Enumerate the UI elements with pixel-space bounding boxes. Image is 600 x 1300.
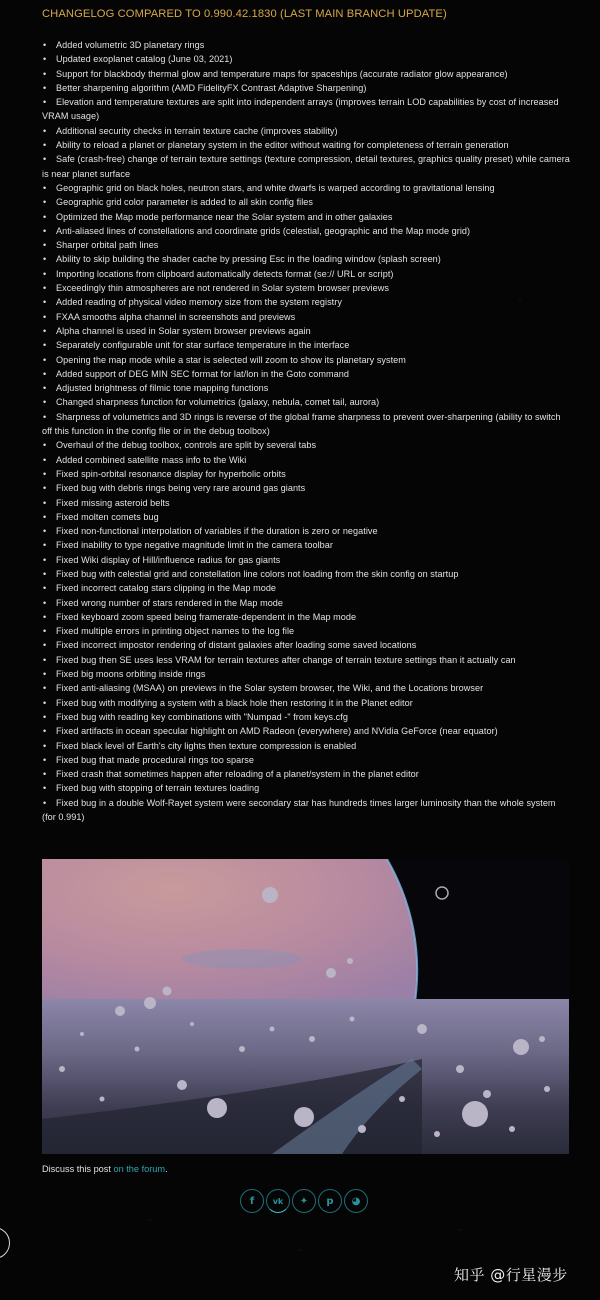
changelog-item-text: Changed sharpness function for volumetrics (galaxy, nebula, comet tail, aurora) — [56, 397, 380, 408]
changelog-item-text: Additional security checks in terrain texture cache (improves stability) — [56, 125, 338, 136]
changelog-item — [42, 596, 570, 610]
changelog-item-text: FXAA smooths alpha channel in screenshots and previews — [56, 311, 296, 322]
changelog-item — [42, 367, 570, 381]
reddit-icon: ◕ — [351, 1195, 361, 1207]
twitter-share-button[interactable] — [292, 1189, 316, 1213]
discuss-suffix: . — [165, 1164, 168, 1174]
changelog-item — [42, 781, 570, 795]
changelog-item-text: Added combined satellite mass info to the Wiki — [56, 454, 247, 465]
bullet-icon: • — [43, 497, 47, 508]
changelog-item-text: Adjusted brightness of filmic tone mapping functions — [56, 383, 269, 394]
changelog-item-text: Sharper orbital path lines — [56, 240, 159, 251]
changelog-item-text: Ability to skip building the shader cache by pressing Esc in the loading window (splash screen) — [56, 254, 441, 265]
changelog-item-text: Fixed keyboard zoom speed being framerate-dependent in the Map mode — [56, 611, 357, 622]
changelog-item — [42, 739, 570, 753]
changelog-item-text: Geographic grid color parameter is added to all skin config files — [56, 197, 313, 208]
changelog-item-text: Geographic grid on black holes, neutron stars, and white dwarfs is warped according to gravitational lensing — [56, 182, 495, 193]
share-buttons — [240, 1189, 368, 1213]
changelog-item-text: Added volumetric 3D planetary rings — [56, 40, 205, 50]
planet-ring-screenshot — [42, 859, 569, 1154]
bullet-icon: • — [43, 254, 47, 265]
bullet-icon: • — [43, 554, 47, 565]
changelog-title: CHANGELOG COMPARED TO 0.990.42.1830 (LAST MAIN BRANCH UPDATE) — [42, 8, 447, 20]
changelog-item — [42, 67, 570, 81]
changelog-item — [42, 238, 570, 252]
bullet-icon: • — [43, 354, 47, 365]
changelog-item-text: Fixed crash that sometimes happen after reloading of a planet/system in the planet editor — [56, 769, 419, 780]
changelog-item-text: Support for blackbody thermal glow and temperature maps for spaceships (accurate radiator glow appearance) — [56, 68, 508, 79]
changelog-item — [42, 124, 570, 138]
planet-ring-image — [42, 859, 569, 1154]
changelog-item — [42, 681, 570, 695]
changelog-item — [42, 181, 570, 195]
changelog-item-text: Opening the map mode while a star is selected will zoom to show its planetary system — [56, 354, 406, 365]
bullet-icon: • — [43, 583, 47, 594]
changelog-item-text: Fixed multiple errors in printing object names to the log file — [56, 626, 295, 637]
bullet-icon: • — [43, 297, 47, 308]
changelog-item — [42, 295, 570, 309]
bullet-icon: • — [43, 711, 47, 722]
bullet-icon: • — [43, 54, 47, 65]
facebook-icon: f — [249, 1195, 255, 1207]
changelog-item — [42, 195, 570, 209]
changelog-item-text: Added support of DEG MIN SEC format for lat/lon in the Goto command — [56, 368, 349, 379]
bullet-icon: • — [43, 383, 47, 394]
bullet-icon: • — [43, 82, 47, 93]
changelog-item-text: Ability to reload a planet or planetary system in the editor without waiting for completeness of terrain generation — [56, 140, 509, 151]
changelog-item — [42, 438, 570, 452]
bullet-icon: • — [43, 40, 47, 50]
bullet-icon: • — [43, 411, 47, 422]
changelog-item — [42, 510, 570, 524]
bullet-icon: • — [43, 797, 47, 808]
changelog-item-text: Fixed big moons orbiting inside rings — [56, 669, 206, 680]
changelog-item — [42, 467, 570, 481]
bullet-icon: • — [43, 68, 47, 79]
changelog-item — [42, 496, 570, 510]
bullet-icon: • — [43, 283, 47, 294]
changelog-article — [42, 0, 570, 824]
bullet-icon: • — [43, 97, 47, 108]
changelog-item-text: Fixed bug in a double Wolf-Rayet system were secondary star has hundreds times larger luminosity than the whole system (for 0.991) — [42, 797, 556, 823]
bullet-icon: • — [43, 597, 47, 608]
changelog-item — [42, 481, 570, 495]
changelog-item-text: Fixed inability to type negative magnitude limit in the camera toolbar — [56, 540, 333, 551]
changelog-item-text: Alpha channel is used in Solar system browser previews again — [56, 325, 311, 336]
bullet-icon: • — [43, 340, 47, 351]
bullet-icon: • — [43, 669, 47, 680]
changelog-item — [42, 581, 570, 595]
bullet-icon: • — [43, 511, 47, 522]
bullet-icon: • — [43, 697, 47, 708]
changelog-item-text: Optimized the Map mode performance near the Solar system and in other galaxies — [56, 211, 393, 222]
changelog-item-text: Fixed non-functional interpolation of variables if the duration is zero or negative — [56, 526, 378, 537]
changelog-item — [42, 610, 570, 624]
vk-icon: vk — [272, 1196, 284, 1206]
changelog-item — [42, 624, 570, 638]
changelog-item — [42, 353, 570, 367]
changelog-item-text: Fixed anti-aliasing (MSAA) on previews in the Solar system browser, the Wiki, and the Locations browser — [56, 683, 484, 694]
forum-link[interactable]: on the forum — [113, 1164, 166, 1174]
changelog-item — [42, 538, 570, 552]
changelog-item-text: Fixed wrong number of stars rendered in the Map mode — [56, 597, 284, 608]
bullet-icon: • — [43, 783, 47, 794]
changelog-item — [42, 653, 570, 667]
reddit-share-button[interactable] — [344, 1189, 368, 1213]
bullet-icon: • — [43, 268, 47, 279]
changelog-item-text: Overhaul of the debug toolbox, controls are split by several tabs — [56, 440, 317, 451]
facebook-share-button[interactable] — [240, 1189, 264, 1213]
changelog-item — [42, 138, 570, 152]
bullet-icon: • — [43, 440, 47, 451]
changelog-item-text: Fixed Wiki display of Hill/influence radius for gas giants — [56, 554, 281, 565]
bullet-icon: • — [43, 568, 47, 579]
zhihu-watermark: 知乎 @行星漫步 — [454, 1266, 568, 1284]
changelog-item — [42, 95, 570, 124]
bullet-icon: • — [43, 182, 47, 193]
bullet-icon: • — [43, 311, 47, 322]
changelog-item — [42, 724, 570, 738]
changelog-item — [42, 52, 570, 66]
pinterest-icon: p — [326, 1195, 334, 1207]
changelog-item — [42, 338, 570, 352]
changelog-item — [42, 567, 570, 581]
changelog-item — [42, 252, 570, 266]
pinterest-share-button[interactable] — [318, 1189, 342, 1213]
changelog-item-text: Exceedingly thin atmospheres are not rendered in Solar system browser previews — [56, 283, 389, 294]
changelog-item-text: Fixed incorrect catalog stars clipping in the Map mode — [56, 583, 277, 594]
changelog-item — [42, 395, 570, 409]
bullet-icon: • — [43, 754, 47, 765]
bullet-icon: • — [43, 611, 47, 622]
bullet-icon: • — [43, 125, 47, 136]
changelog-item — [42, 667, 570, 681]
bullet-icon: • — [43, 726, 47, 737]
changelog-item-text: Fixed black level of Earth's city lights then texture compression is enabled — [56, 740, 357, 751]
bullet-icon: • — [43, 240, 47, 251]
changelog-item — [42, 524, 570, 538]
changelog-item — [42, 710, 570, 724]
bullet-icon: • — [43, 154, 47, 165]
discuss-text — [42, 1164, 168, 1174]
bullet-icon: • — [43, 540, 47, 551]
changelog-item-text: Sharpness of volumetrics and 3D rings is reverse of the global frame sharpness to prevent over-sharpening (ability to switch off this function in the config file or in the debug toolbox) — [42, 411, 561, 437]
scroll-circle-button[interactable] — [0, 1227, 10, 1259]
changelog-item-text: Fixed bug with celestial grid and constellation line colors not loading from the skin config on startup — [56, 568, 459, 579]
changelog-item-text: Fixed spin-orbital resonance display for hyperbolic orbits — [56, 468, 286, 479]
changelog-item — [42, 796, 570, 825]
changelog-item-text: Fixed bug with modifying a system with a black hole then restoring it in the Planet editor — [56, 697, 413, 708]
changelog-item — [42, 152, 570, 181]
changelog-item — [42, 224, 570, 238]
bullet-icon: • — [43, 526, 47, 537]
changelog-item — [42, 324, 570, 338]
changelog-item-text: Anti-aliased lines of constellations and coordinate grids (celestial, geographic and the Map mode grid) — [56, 225, 471, 236]
changelog-item — [42, 453, 570, 467]
changelog-item-text: Separately configurable unit for star surface temperature in the interface — [56, 340, 350, 351]
changelog-item-text: Fixed bug with stopping of terrain textures loading — [56, 783, 260, 794]
bullet-icon: • — [43, 197, 47, 208]
bullet-icon: • — [43, 654, 47, 665]
discuss-prefix: Discuss this post — [42, 1164, 114, 1174]
changelog-item-text: Fixed artifacts in ocean specular highlight on AMD Radeon (everywhere) and NVidia GeForce (near equator) — [56, 726, 498, 737]
bullet-icon: • — [43, 140, 47, 151]
bullet-icon: • — [43, 325, 47, 336]
bullet-icon: • — [43, 225, 47, 236]
bullet-icon: • — [43, 211, 47, 222]
changelog-item — [42, 267, 570, 281]
changelog-item-text: Elevation and temperature textures are split into independent arrays (improves terrain LOD capabilities by cost of increased VRAM usage) — [42, 97, 559, 122]
changelog-item — [42, 638, 570, 652]
bullet-icon: • — [43, 640, 47, 651]
changelog-item — [42, 753, 570, 767]
changelog-list — [42, 38, 570, 824]
twitter-icon: ✦ — [299, 1195, 309, 1207]
changelog-item — [42, 767, 570, 781]
bullet-icon: • — [43, 740, 47, 751]
bullet-icon: • — [43, 683, 47, 694]
changelog-item-text: Better sharpening algorithm (AMD FidelityFX Contrast Adaptive Sharpening) — [56, 82, 367, 93]
changelog-item — [42, 553, 570, 567]
vk-share-button[interactable] — [266, 1189, 290, 1213]
bullet-icon: • — [43, 397, 47, 408]
changelog-item-text: Importing locations from clipboard automatically detects format (se:// URL or script) — [56, 268, 394, 279]
changelog-item-text: Fixed incorrect impostor rendering of distant galaxies after loading some saved locations — [56, 640, 417, 651]
changelog-item — [42, 38, 570, 52]
changelog-item-text: Added reading of physical video memory size from the system registry — [56, 297, 342, 308]
changelog-item — [42, 696, 570, 710]
changelog-item — [42, 410, 570, 439]
bullet-icon: • — [43, 468, 47, 479]
changelog-item — [42, 81, 570, 95]
bullet-icon: • — [43, 368, 47, 379]
changelog-item-text: Fixed molten comets bug — [56, 511, 159, 522]
changelog-item — [42, 310, 570, 324]
bullet-icon: • — [43, 483, 47, 494]
changelog-item-text: Fixed bug that made procedural rings too sparse — [56, 754, 254, 765]
changelog-item-text: Fixed missing asteroid belts — [56, 497, 170, 508]
changelog-item — [42, 381, 570, 395]
changelog-item-text: Fixed bug with debris rings being very rare around gas giants — [56, 483, 306, 494]
changelog-item-text: Fixed bug then SE uses less VRAM for terrain textures after change of terrain texture settings than it actually can — [56, 654, 516, 665]
changelog-item-text: Updated exoplanet catalog (June 03, 2021) — [56, 54, 233, 65]
changelog-item — [42, 281, 570, 295]
bullet-icon: • — [43, 454, 47, 465]
bullet-icon: • — [43, 626, 47, 637]
changelog-item — [42, 210, 570, 224]
bullet-icon: • — [43, 769, 47, 780]
changelog-item-text: Safe (crash-free) change of terrain texture settings (texture compression, detail textures, graphics quality preset) while camera is near planet surface — [42, 154, 570, 179]
changelog-item-text: Fixed bug with reading key combinations with "Numpad -" from keys.cfg — [56, 711, 348, 722]
